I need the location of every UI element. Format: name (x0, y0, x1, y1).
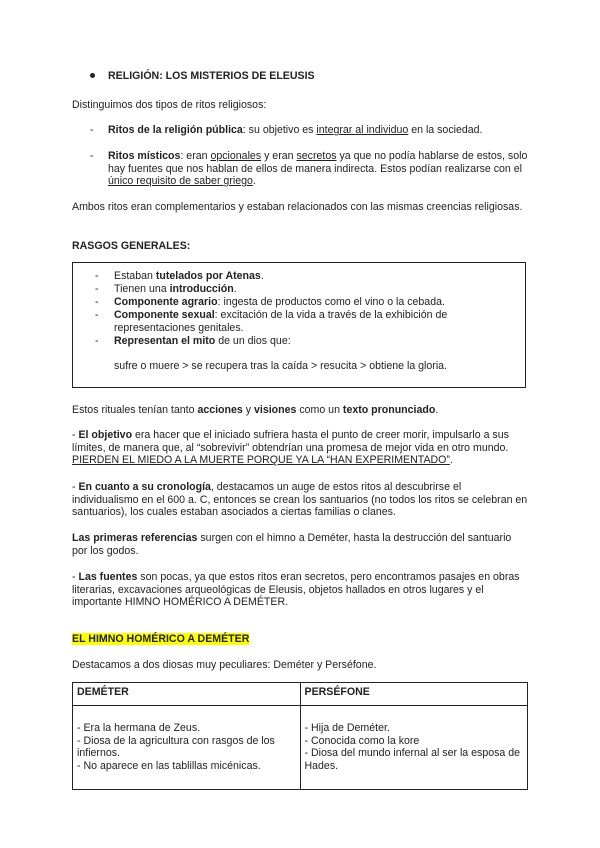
demeter-cell (73, 706, 301, 790)
trait-item: Estaban tutelados por Atenas. (114, 270, 264, 282)
rite-public: Ritos de la religión pública: su objetivo es integrar al individuo en la sociedad. (108, 124, 483, 136)
references-paragraph: Las primeras referencias surgen con el himno a Deméter, hasta la destrucción del santuario por los godos. (72, 532, 512, 557)
rite-mystic: Ritos místicos: eran opcionales y eran secretos ya que no podía hablarse de estos, solo hay fuentes que nos hablan de ellos de manera indirecta. Estos podían realizarse con el único requisito de saber griego. (108, 150, 528, 188)
bullet-dot-icon (90, 73, 95, 78)
persefone-cell (300, 706, 528, 790)
table-list-item: - Diosa del mundo infernal al ser la esposa de Hades. (304, 747, 521, 772)
trait-item: Representan el mito de un dios que: (114, 335, 291, 347)
rituals-text: Estos rituales tenían tanto acciones y visiones como un texto pronunciado. (72, 404, 439, 416)
hymn-heading: EL HIMNO HOMÉRICO A DEMÉTER (72, 633, 250, 645)
intro-text: Distinguimos dos tipos de ritos religiosos: (72, 99, 267, 111)
dash-marker: - (95, 270, 99, 282)
dash-marker: - (95, 309, 99, 321)
dash-marker: - (90, 150, 94, 162)
dash-marker: - (95, 296, 99, 308)
section-title: RELIGIÓN: LOS MISTERIOS DE ELEUSIS (108, 70, 315, 82)
trait-item: Componente agrario: ingesta de productos como el vino o la cebada. (114, 296, 445, 308)
table-list-item: - Conocida como la kore (304, 734, 420, 747)
sources-paragraph: - Las fuentes son pocas, ya que estos ritos eran secretos, pero encontramos pasajes en obras literarias, excavaciones arqueológicas de Eleusis, objetos hallados en otros lugares y el importante HIMNO HOMÉRICO A DEMÉTER. (72, 571, 520, 609)
goddesses-table (72, 682, 528, 790)
myth-cycle: sufre o muere > se recupera tras la caída > resucita > obtiene la gloria. (114, 360, 448, 372)
table-list-item: - Hija de Deméter. (304, 722, 390, 734)
demeter-header: DEMÉTER (73, 683, 301, 706)
table-list-item: - Diosa de la agricultura con rasgos de los infiernos. (77, 734, 275, 760)
persefone-header: PERSÉFONE (300, 683, 528, 706)
table-list-item: - No aparece en las tablillas micénicas. (77, 759, 261, 772)
dash-marker: - (90, 124, 94, 136)
chronology-paragraph: - En cuanto a su cronología, destacamos un auge de estos ritos al descubrirse el individualismo en el 600 a. C, entonces se crean los santuarios (no todos los ritos se celebran en santuarios), los cuales estaban asociados a ciertas familias o clanes. (72, 481, 528, 519)
dash-marker: - (95, 335, 99, 347)
table-list-item: - Era la hermana de Zeus. (77, 722, 201, 734)
both-rites-text: Ambos ritos eran complementarios y estaban relacionados con las mismas creencias religiosas. (72, 201, 523, 213)
trait-item: Tienen una introducción. (114, 283, 237, 295)
traits-box (72, 262, 526, 388)
traits-heading: RASGOS GENERALES: (72, 240, 191, 252)
goddesses-intro: Destacamos a dos diosas muy peculiares: Deméter y Perséfone. (72, 659, 377, 671)
objective-paragraph: - El objetivo era hacer que el iniciado sufriera hasta el punto de creer morir, impulsarlo a sus límites, de manera que, al “sobrevivir” obtendrían una promesa de mejor vida en otro mundo. PIERDEN EL MIEDO A LA MUERTE PORQUE YA LA “HAN EXPERIMENTADO”. (72, 429, 509, 467)
dash-marker: - (95, 283, 99, 295)
trait-item: Componente sexual: excitación de la vida a través de la exhibición de representaciones genitales. (114, 309, 448, 334)
